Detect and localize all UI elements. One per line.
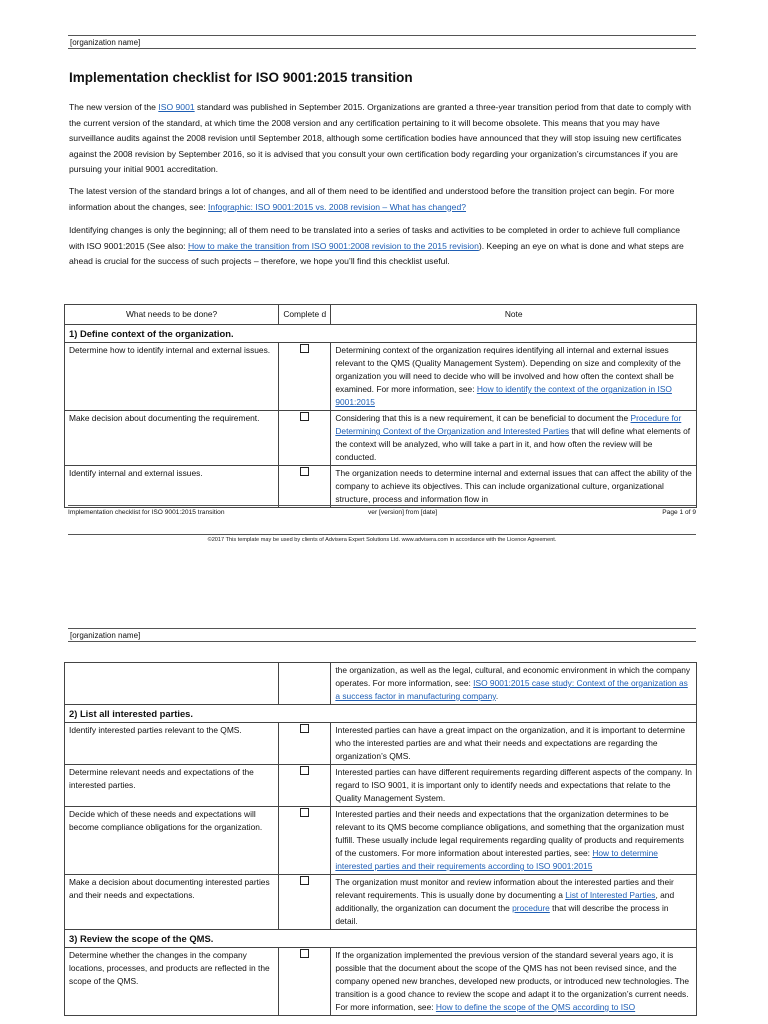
note-cell: Interested parties can have different requirements regarding different aspects of the company. In regard to ISO 9001, it is important only to identify needs and expectations that relate to the Quality Management System. bbox=[331, 765, 697, 807]
table-row bbox=[65, 723, 697, 765]
intro-paragraph-1: The new version of the ISO 9001 standard was published in September 2015. Organizations are granted a three-year transition period from that date to comply with the current version of the standard, at which time the 2008 version and any certification pertaining to it will become obsolete. This means that you may have surveillance audits against the 2008 revision until September 2018, although some certification bodies have announced that they will stop issuing new certificates against the 2008 revision by September 2016, so it is advised that you consult your own certification body regarding your organization’s circumstances if you are pursuing your initial 9001 accreditation. bbox=[69, 102, 691, 174]
task-cell: Determine whether the changes in the company locations, processes, and products are reflected in the scope of the QMS. bbox=[65, 948, 279, 1016]
footer-version: ver [version] from [date] bbox=[368, 509, 438, 516]
note-cell: Determining context of the organization requires identifying all internal and external issues relevant to the QMS (Quality Management System). Depending on size and complexity of the organization you will need to decide who will be involved and how often the context shall be examined. For more information, see: How to identify the context of the organization in ISO 9001:2015 bbox=[331, 343, 697, 411]
footer-document-title: Implementation checklist for ISO 9001:2015 transition bbox=[68, 509, 225, 516]
procedure-link[interactable]: Procedure for Determining Context of the Organization and Interested Parties bbox=[335, 413, 682, 436]
table-row bbox=[65, 663, 697, 705]
header-completed: Complete d bbox=[279, 305, 331, 325]
header-task: What needs to be done? bbox=[65, 305, 279, 325]
organization-name-header: [organization name] bbox=[68, 628, 696, 642]
table-row bbox=[65, 948, 697, 1016]
list-of-interested-parties-link[interactable]: List of Interested Parties bbox=[565, 890, 656, 900]
completed-checkbox[interactable] bbox=[300, 412, 309, 421]
header-note: Note bbox=[331, 305, 697, 325]
case-study-link[interactable]: ISO 9001:2015 case study: Context of the organization as a success factor in manufacturing company bbox=[335, 678, 688, 701]
organization-name-header: [organization name] bbox=[68, 35, 696, 49]
interested-parties-link[interactable]: How to determine interested parties and their requirements according to ISO 9001:2015 bbox=[335, 848, 658, 871]
infographic-link[interactable]: Infographic: ISO 9001:2015 vs. 2008 revision – What has changed? bbox=[208, 201, 467, 212]
note-cell: Interested parties and their needs and expectations that the organization determines to be relevant to its QMS become compliance obligations, and something that the organization must fulfill. These usually include legal requirements regarding quality of products and requirements of the customers. For more information about interested parties, see: How to determine interested parties and their requirements according to ISO 9001:2015 bbox=[331, 807, 697, 875]
completed-checkbox[interactable] bbox=[300, 344, 309, 353]
completed-checkbox[interactable] bbox=[300, 876, 309, 885]
iso-9001-link[interactable]: ISO 9001 bbox=[158, 102, 195, 112]
page-2 bbox=[0, 620, 768, 1024]
completed-checkbox[interactable] bbox=[300, 808, 309, 817]
task-cell: Determine relevant needs and expectations of the interested parties. bbox=[65, 765, 279, 807]
section-2-heading: 2) List all interested parties. bbox=[65, 705, 697, 723]
transition-link[interactable]: How to make the transition from ISO 9001:2008 revision to the 2015 revision bbox=[187, 240, 479, 251]
task-cell: Make decision about documenting the requirement. bbox=[65, 411, 279, 466]
completed-checkbox[interactable] bbox=[300, 724, 309, 733]
procedure-link[interactable]: procedure bbox=[512, 903, 550, 913]
task-cell: Identify internal and external issues. bbox=[65, 466, 279, 508]
table-row bbox=[65, 411, 697, 466]
intro-paragraph-3: Identifying changes is only the beginning; all of them need to be translated into a series of tasks and activities to be completed in order to achieve full compliance with ISO 9001:2015 (See also: How to make the transition from ISO 9001:2008 revision to the 2015 revision). Keeping an eye on what is done and what steps are ahead is crucial for the success of such projects – therefore, we hope you’ll find this checklist useful. bbox=[69, 225, 684, 266]
note-cell: the organization, as well as the legal, cultural, and economic environment in which the company operates. For more information, see: ISO 9001:2015 case study: Context of the organization as a success factor in manufacturing company. bbox=[331, 663, 697, 705]
note-cell: The organization needs to determine internal and external issues that can affect the ability of the company to achieve its objectives. This can include organizational culture, organizational structure, process and information flow in bbox=[331, 466, 697, 508]
completed-checkbox[interactable] bbox=[300, 467, 309, 476]
note-cell: Interested parties can have a great impact on the organization, and it is important to determine who the interested parties are and what their needs and expectations are regarding the organization’s QMS. bbox=[331, 723, 697, 765]
completed-checkbox[interactable] bbox=[300, 766, 309, 775]
task-cell: Make a decision about documenting interested parties and their needs and expectations. bbox=[65, 875, 279, 930]
task-cell: Identify interested parties relevant to the QMS. bbox=[65, 723, 279, 765]
section-heading-row bbox=[65, 325, 697, 343]
task-cell: Decide which of these needs and expectations will become compliance obligations for the organization. bbox=[65, 807, 279, 875]
section-3-heading: 3) Review the scope of the QMS. bbox=[65, 930, 697, 948]
context-link[interactable]: How to identify the context of the organization in ISO 9001:2015 bbox=[335, 384, 672, 407]
checklist-table-continued bbox=[64, 662, 697, 1016]
table-row bbox=[65, 765, 697, 807]
note-cell: The organization must monitor and review information about the interested parties and their relevant requirements. This is usually done by documenting a List of Interested Parties, and additionally, the organization can document the procedure that will describe the process in detail. bbox=[331, 875, 697, 930]
scope-link[interactable]: How to define the scope of the QMS according to ISO bbox=[435, 1002, 636, 1012]
table-row bbox=[65, 466, 697, 508]
task-cell: Determine how to identify internal and external issues. bbox=[65, 343, 279, 411]
table-header-row bbox=[65, 305, 697, 325]
table-row bbox=[65, 875, 697, 930]
section-heading-row bbox=[65, 930, 697, 948]
table-row bbox=[65, 807, 697, 875]
page-title: Implementation checklist for ISO 9001:2015 transition bbox=[69, 70, 413, 85]
footer-page-number: Page 1 of 9 bbox=[662, 509, 696, 516]
section-heading-row bbox=[65, 705, 697, 723]
note-cell: If the organization implemented the previous version of the standard several years ago, it is possible that the document about the scope of the QMS has not been revised since, and the company opened new branches, developed new products, or introduced new technologies. The transition is a good chance to review the scope and adapt it to the organization’s current needs. For more information, see: How to define the scope of the QMS according to ISO bbox=[331, 948, 697, 1016]
table-row bbox=[65, 343, 697, 411]
section-1-heading: 1) Define context of the organization. bbox=[65, 325, 697, 343]
note-cell: Considering that this is a new requirement, it can be beneficial to document the Procedure for Determining Context of the Organization and Interested Parties that will define what elements of the context will be analyzed, who will take a part in it, and how often the review will be conducted. bbox=[331, 411, 697, 466]
intro-paragraph-2: The latest version of the standard brings a lot of changes, and all of them need to be identified and understood before the transition project can begin. For more information about the changes, see: Infographic: ISO 9001:2015 vs. 2008 revision – What has changed? bbox=[69, 186, 675, 212]
checklist-table bbox=[64, 304, 697, 508]
completed-checkbox[interactable] bbox=[300, 949, 309, 958]
page-footer bbox=[68, 505, 696, 516]
license-notice: ©2017 This template may be used by clients of Advisera Expert Solutions Ltd. www.advisera.com in accordance with the Licence Agreement. bbox=[68, 534, 696, 543]
